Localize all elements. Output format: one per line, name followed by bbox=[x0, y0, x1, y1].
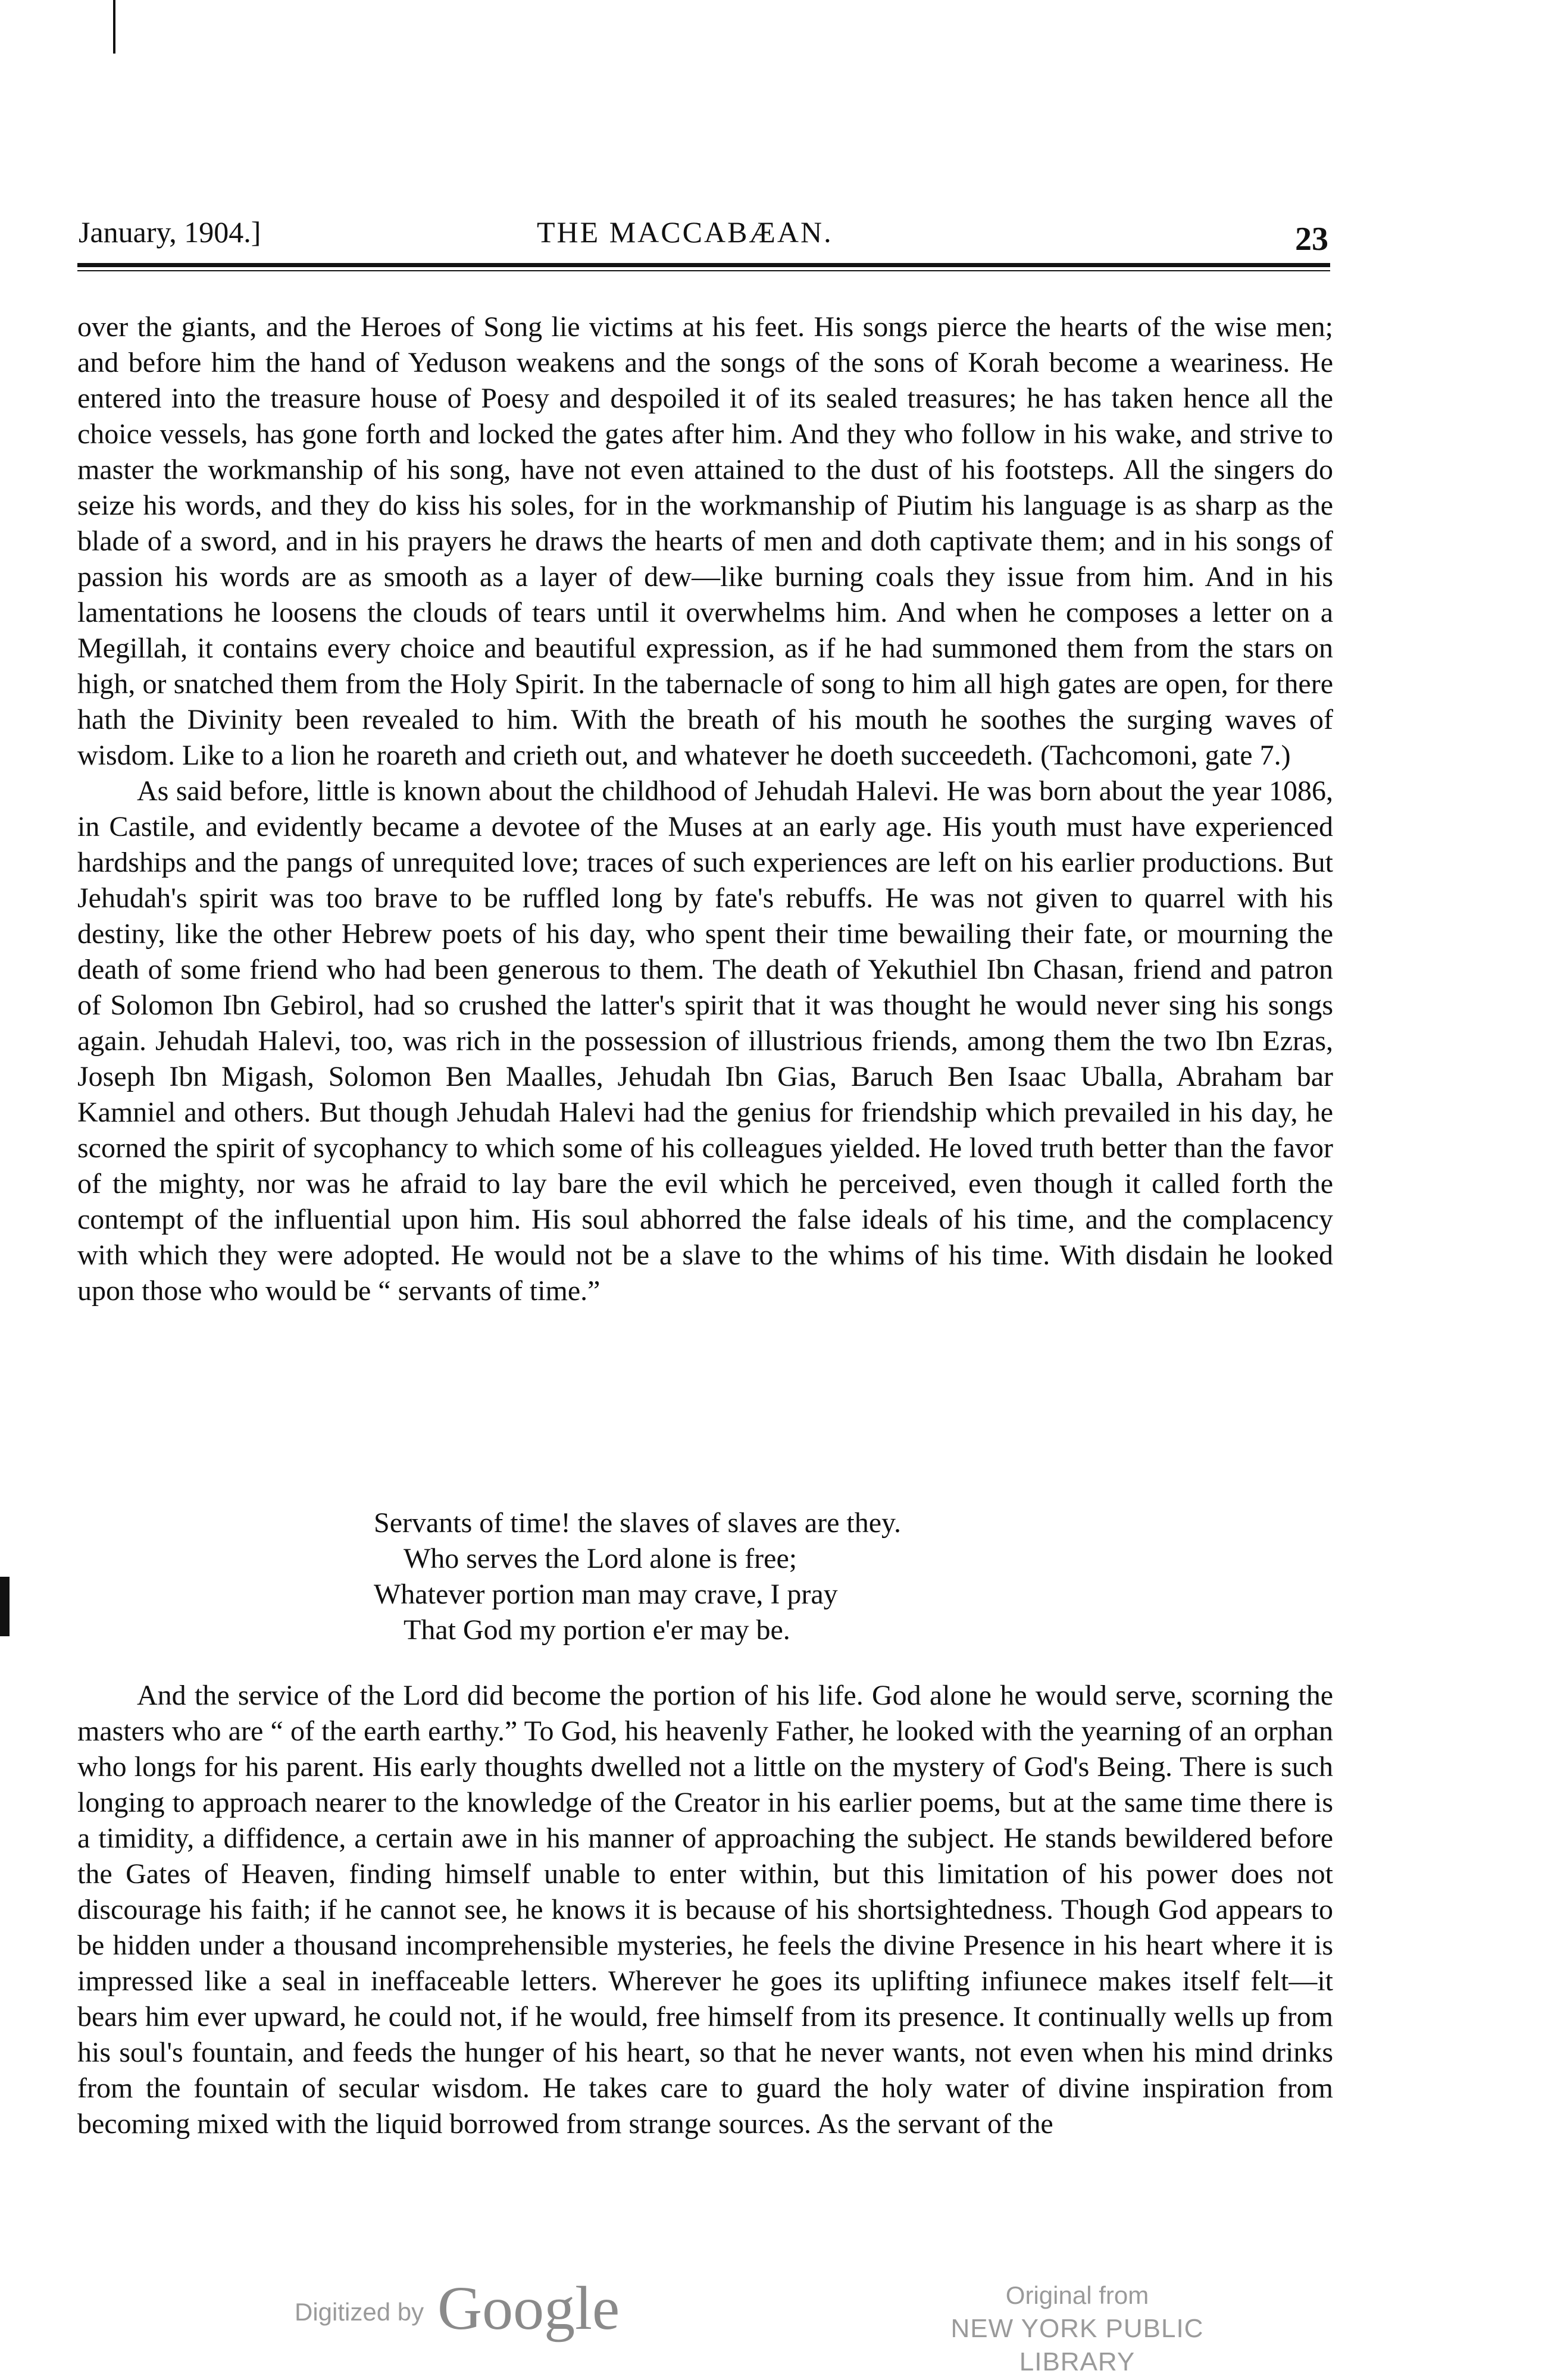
original-from-label: Original from bbox=[1005, 2281, 1149, 2309]
poem-stanza bbox=[374, 1505, 1088, 1648]
scan-speck bbox=[113, 0, 115, 54]
library-name: NEW YORK PUBLIC LIBRARY bbox=[950, 2314, 1204, 2376]
page-number: 23 bbox=[1295, 221, 1328, 258]
running-header bbox=[79, 211, 1328, 258]
paragraph: As said before, little is known about the childhood of Jehudah Halevi. He was born about the year 1086, in Castile, and evidently became a devotee of the Muses at an early age. His youth must have experienced hardships and the pangs of unrequited love; traces of such experiences are left on his earlier productions. But Jehudah's spirit was too brave to be ruffled long by fate's rebuffs. He was not given to quarrel with his destiny, like the other Hebrew poets of his day, who spent their time bewailing their fate, or mourning the death of some friend who had been generous to them. The death of Yekuthiel Ibn Chasan, friend and patron of Solomon Ibn Gebirol, had so crushed the latter's spirit that it was thought he would never sing his songs again. Jehudah Halevi, too, was rich in the possession of illustrious friends, among them the two Ibn Ezras, Joseph Ibn Migash, Solomon Ben Maalles, Jehudah Ibn Gias, Baruch Ben Isaac Uballa, Abraham bar Kamniel and others. But though Jehudah Halevi had the genius for friendship which prevailed in his day, he scorned the spirit of sycophancy to which some of his colleagues yielded. He loved truth better than the favor of the mighty, nor was he afraid to lay bare the evil which he perceived, even though it called forth the contempt of the influential upon him. His soul abhorred the false ideals of his time, and the complacency with which they were adopted. He would not be a slave to the whims of his time. With disdain he looked upon those who would be “ servants of time.” bbox=[77, 775, 1333, 1307]
digitized-by-label: Digitized by bbox=[295, 2298, 424, 2326]
body-text-top bbox=[77, 309, 1333, 1309]
header-date: January, 1904.] bbox=[79, 215, 261, 249]
google-logo: Google bbox=[437, 2274, 620, 2343]
header-rule bbox=[77, 263, 1330, 267]
body-text-bottom bbox=[77, 1678, 1333, 2142]
poem-line: Servants of time! the slaves of slaves are they. bbox=[374, 1507, 901, 1539]
paragraph: And the service of the Lord did become the portion of his life. God alone he would serve, scorning the masters who are “ of the earth earthy.” To God, his heavenly Father, he looked with the yearning of an orphan who longs for his parent. His early thoughts dwelled not a little on the mystery of God's Being. There is such longing to approach nearer to the knowledge of the Creator in his earlier poems, but at the same time there is a timidity, a diffidence, a certain awe in his manner of approaching the subject. He stands bewildered before the Gates of Heaven, finding himself unable to enter within, but this limitation of his power does not discourage his faith; if he cannot see, he knows it is because of his shortsightedness. Though God appears to be hidden under a thousand incomprehensible mysteries, he feels the divine Presence in his heart where it is impressed like a seal in ineffaceable letters. Wherever he goes its uplifting infiunece makes itself felt—it bears him ever upward, he could not, if he would, free himself from its presence. It continually wells up from his soul's fountain, and feeds the hunger of his heart, so that he never wants, not even when his mind drinks from the fountain of secular wisdom. He takes care to guard the holy water of divine inspiration from becoming mixed with the liquid borrowed from strange sources. As the servant of the bbox=[77, 1680, 1333, 2140]
poem-line: That God my portion e'er may be. bbox=[404, 1614, 790, 1646]
journal-title: THE MACCABÆAN. bbox=[537, 215, 833, 249]
paragraph: over the giants, and the Heroes of Song lie victims at his feet. His songs pierce the hearts of the wise men; and before him the hand of Yeduson weakens and the songs of the sons of Korah become a weariness. He entered into the treasure house of Poesy and despoiled it of its sealed treasures; he has taken hence all the choice vessels, has gone forth and locked the gates after him. And they who follow in his wake, and strive to master the workmanship of his song, have not even attained to the dust of his footsteps. All the singers do seize his words, and they do kiss his soles, for in the workmanship of Piutim his language is as sharp as the blade of a sword, and in his prayers he draws the hearts of men and doth captivate them; and in his songs of passion his words are as smooth as a layer of dew—like burning coals they issue from him. And in his lamentations he loosens the clouds of tears until it overwhelms him. And when he composes a letter on a Megillah, it contains every choice and beautiful expression, as if he had summoned them from the stars on high, or snatched them from the Holy Spirit. In the tabernacle of song to him all high gates are open, for there hath the Divinity been revealed to him. With the breath of his mouth he soothes the surging waves of wisdom. Like to a lion he roareth and crieth out, and whatever he doeth succeedeth. (Tachcomoni, gate 7.) bbox=[77, 311, 1333, 771]
poem-line: Whatever portion man may crave, I pray bbox=[374, 1579, 838, 1610]
library-watermark bbox=[893, 2279, 1262, 2379]
poem-line: Who serves the Lord alone is free; bbox=[404, 1543, 797, 1574]
header-rule-thin bbox=[77, 270, 1330, 271]
scan-speck bbox=[0, 1577, 10, 1636]
